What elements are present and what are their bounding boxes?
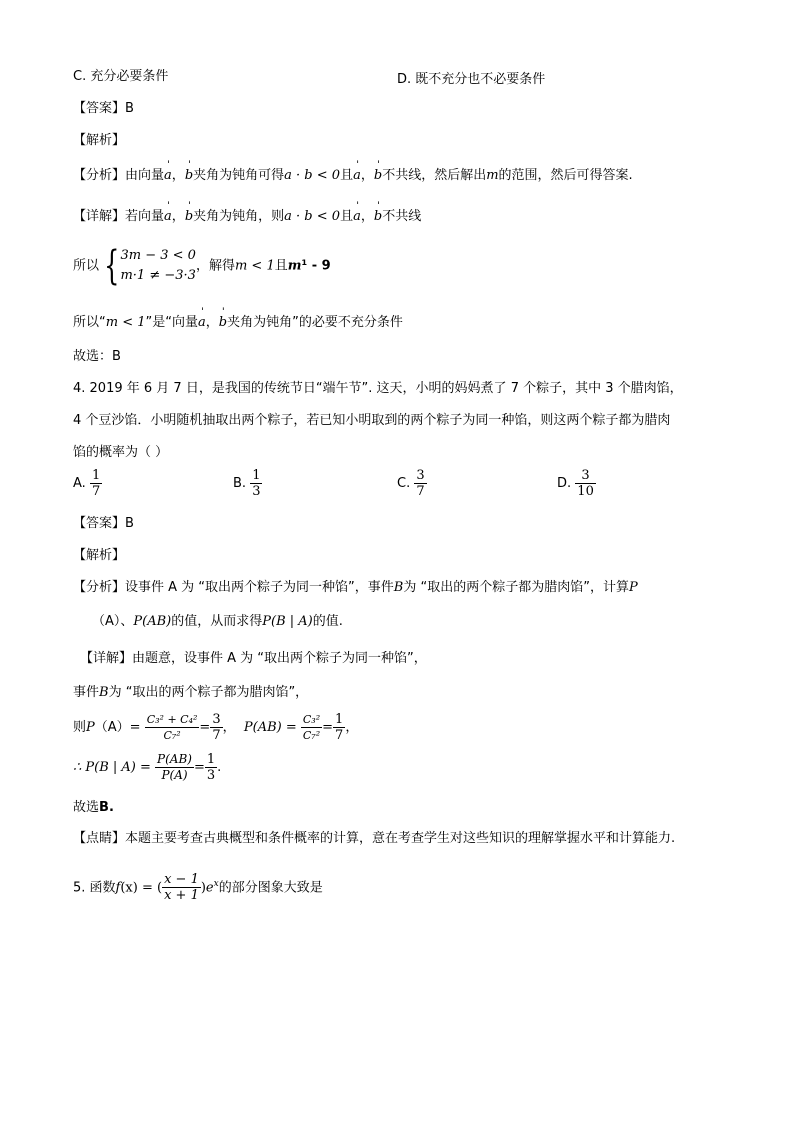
equals: = xyxy=(129,720,141,735)
vector-a: ˈ a xyxy=(198,314,206,332)
option-fraction xyxy=(90,468,102,499)
vector-b: ˈ b xyxy=(374,208,382,226)
denominator: 10 xyxy=(577,484,594,499)
fenxi-label: 【分析】 xyxy=(73,580,126,595)
numerator: 1 xyxy=(91,468,101,483)
vector-a: ˈ a xyxy=(353,167,361,185)
event-b: B xyxy=(99,685,109,700)
vector-b: ˈ b xyxy=(185,208,193,226)
denominator: 3 xyxy=(206,768,216,783)
numerator: C₃² xyxy=(302,713,321,726)
q4-option-b xyxy=(233,468,262,499)
pab-label: P(AB) = xyxy=(243,720,297,735)
pab-fraction xyxy=(301,712,322,743)
q4-option-a xyxy=(73,468,102,499)
vector-a: ˈ a xyxy=(353,208,361,226)
q5-fraction xyxy=(162,872,201,903)
jiede: ，解得 xyxy=(195,258,235,274)
comma: ， xyxy=(171,209,185,224)
condition-2-m: m xyxy=(287,258,302,274)
e-symbol: e xyxy=(205,880,214,896)
q3-answer: 【答案】B xyxy=(73,101,134,116)
concl-text: 夹角为钝角”的必要不充分条件 xyxy=(227,315,403,330)
option-fraction xyxy=(575,468,596,499)
p-b-given-a: P(B | A) xyxy=(262,614,313,629)
close-paren: ) xyxy=(200,880,206,896)
fenxi-text: 的值，从而求得 xyxy=(171,614,263,629)
numerator: P(AB) xyxy=(157,752,192,766)
xiangjie-text: 夹角为钝角，则 xyxy=(193,209,285,224)
condition-1: m < 1 xyxy=(234,258,275,274)
fenxi-text: 不共线，然后解出 xyxy=(382,168,487,183)
q3-conclusion xyxy=(73,314,403,332)
comma: ， xyxy=(345,720,359,735)
event-b: B xyxy=(393,580,404,595)
dianjing-text: 本题主要考查古典概型和条件概率的计算，意在考查学生对这些知识的理解掌握水平和计算能力. xyxy=(125,831,676,846)
guxuan-end: . xyxy=(108,800,114,815)
denominator: x + 1 xyxy=(164,888,199,904)
exponent: x xyxy=(213,879,219,889)
comma: ， xyxy=(360,168,374,183)
q5-text: 的部分图象大致是 xyxy=(218,880,323,896)
q4-conditional xyxy=(73,748,221,788)
denominator: 7 xyxy=(91,484,101,499)
q5-stem xyxy=(73,866,323,906)
option-fraction xyxy=(250,468,262,499)
q3-fenxi xyxy=(73,167,633,185)
sys-line-2: m·1 ≠ −3·3 xyxy=(120,268,196,283)
xiangjie-label: 【详解】 xyxy=(73,209,126,224)
q4-guxuan xyxy=(73,799,114,817)
comma: ， xyxy=(222,720,236,735)
option-label: C. xyxy=(397,476,411,491)
option-label: D. xyxy=(557,476,572,491)
numerator: x − 1 xyxy=(164,872,199,888)
equals: = xyxy=(193,760,205,775)
q4-answer: 【答案】B xyxy=(73,516,134,531)
therefore-expr: ∴ P(B | A) = xyxy=(73,760,151,775)
q4-stem-line-2: 4 个豆沙馅．小明随机抽取出两个粽子，若已知小明取到的两个粽子为同一种馅，则这两个粽子都为腊肉 xyxy=(73,413,671,428)
dot-product-expr: a · b < 0 xyxy=(284,168,341,183)
vector-a: ˈ a xyxy=(164,208,172,226)
q4-dianjing xyxy=(73,830,675,848)
fenxi-text: （A）、 xyxy=(92,614,134,629)
q3-analysis-heading: 【解析】 xyxy=(73,133,126,148)
pba-fraction xyxy=(155,752,194,783)
p-symbol: P xyxy=(86,720,95,735)
pa-a: （A） xyxy=(94,720,130,735)
q3-option-c: C. 充分必要条件 xyxy=(73,69,169,84)
fenxi-text: 且 xyxy=(340,168,354,183)
q4-event-b xyxy=(73,684,308,702)
x-arg: (x) xyxy=(120,880,138,896)
vector-a: ˈ a xyxy=(164,167,172,185)
denominator: 7 xyxy=(212,728,221,743)
xiangjie-text: 若向量 xyxy=(125,209,165,224)
q4-probabilities xyxy=(73,708,358,748)
denominator: 7 xyxy=(335,728,344,743)
concl-m: m < 1 xyxy=(105,315,146,330)
ze: 则 xyxy=(73,720,87,735)
xiangjie-label: 【详解】 xyxy=(80,651,133,666)
denominator: P(A) xyxy=(161,768,188,782)
q3-system xyxy=(73,243,331,289)
fenxi-text: 设事件 A 为 “取出两个粽子为同一种馅”，事件 xyxy=(125,580,394,595)
q3-xiangjie xyxy=(73,208,421,226)
q3-option-d: D. 既不充分也不必要条件 xyxy=(397,72,546,87)
comma: ， xyxy=(205,315,219,330)
denominator: C₇² xyxy=(302,729,321,742)
denominator: C₇² xyxy=(163,729,181,742)
fenxi-text: 夹角为钝角可得 xyxy=(193,168,285,183)
dianjing-label: 【点睛】 xyxy=(73,831,126,846)
numerator: 1 xyxy=(335,712,344,727)
dot-product-expr: a · b < 0 xyxy=(284,209,341,224)
equals: = xyxy=(199,720,211,735)
q4-option-c xyxy=(397,468,427,499)
pa-value xyxy=(210,712,222,743)
event-text: 事件 xyxy=(73,685,100,700)
q4-xiangjie xyxy=(80,650,427,668)
numerator: 3 xyxy=(212,712,221,727)
vector-b: ˈ b xyxy=(374,167,382,185)
numerator: 1 xyxy=(206,752,216,767)
q5-text: 5. 函数 xyxy=(73,880,116,896)
denominator: 3 xyxy=(252,484,261,499)
pab-value xyxy=(333,712,345,743)
comma: ， xyxy=(171,168,185,183)
p-ab: P(AB) xyxy=(133,614,172,629)
numerator: C₃² + C₄² xyxy=(146,713,198,726)
q4-stem-line-3: 馅的概率为（ ） xyxy=(73,445,169,460)
qie: 且 xyxy=(274,258,288,274)
equals: = xyxy=(322,720,334,735)
suoyi: 所以 xyxy=(73,258,100,274)
numerator: 3 xyxy=(575,468,596,484)
xiangjie-text: 且 xyxy=(340,209,354,224)
fenxi-label: 【分析】 xyxy=(73,168,126,183)
f-symbol: f xyxy=(115,880,121,896)
fenxi-text: 的范围，然后可得答案. xyxy=(498,168,633,183)
fenxi-text: 由向量 xyxy=(125,168,165,183)
comma: ， xyxy=(360,209,374,224)
guxuan-text: 故选 xyxy=(73,800,100,815)
pba-value xyxy=(205,752,217,783)
q4-option-d xyxy=(557,468,596,499)
denominator: 7 xyxy=(416,484,425,499)
event-text: 为 “取出的两个粽子都为腊肉馅”， xyxy=(108,685,309,700)
numerator: 3 xyxy=(416,468,425,483)
sys-line-1: 3m − 3 < 0 xyxy=(120,248,196,263)
equation-system xyxy=(120,246,195,286)
m-variable: m xyxy=(486,168,499,183)
option-label: A. xyxy=(73,476,86,491)
fenxi-text: 为 “取出的两个粽子都为腊肉馅”，计算 xyxy=(403,580,629,595)
period: . xyxy=(217,760,222,775)
left-brace: { xyxy=(104,243,120,289)
option-fraction xyxy=(414,468,426,499)
xiangjie-text: 不共线 xyxy=(382,209,422,224)
condition-2-rest: ¹ - 9 xyxy=(301,258,331,274)
concl-text: 所以“ xyxy=(73,315,106,330)
p-symbol: P xyxy=(628,580,638,595)
numerator: 1 xyxy=(252,468,261,483)
q4-stem-line-1: 4. 2019 年 6 月 7 日，是我国的传统节日“端午节”. 这天，小明的妈妈煮了 7 个粽子，其中 3 个腊肉馅， xyxy=(73,381,683,396)
vector-b: ˈ b xyxy=(185,167,193,185)
guxuan-answer: B xyxy=(99,800,109,815)
q4-analysis-heading: 【解析】 xyxy=(73,548,126,563)
pa-fraction xyxy=(145,712,200,743)
q4-fenxi-line-1 xyxy=(73,579,638,597)
vector-b: ˈ b xyxy=(219,314,227,332)
q4-fenxi-line-2 xyxy=(92,613,343,631)
q3-guxuan: 故选：B xyxy=(73,349,121,364)
xiangjie-text: 由题意，设事件 A 为 “取出两个粽子为同一种馅”， xyxy=(132,651,427,666)
option-label: B. xyxy=(233,476,247,491)
concl-text: ”是“向量 xyxy=(145,315,198,330)
fenxi-text: 的值. xyxy=(312,614,343,629)
equals-paren: = ( xyxy=(137,880,163,896)
